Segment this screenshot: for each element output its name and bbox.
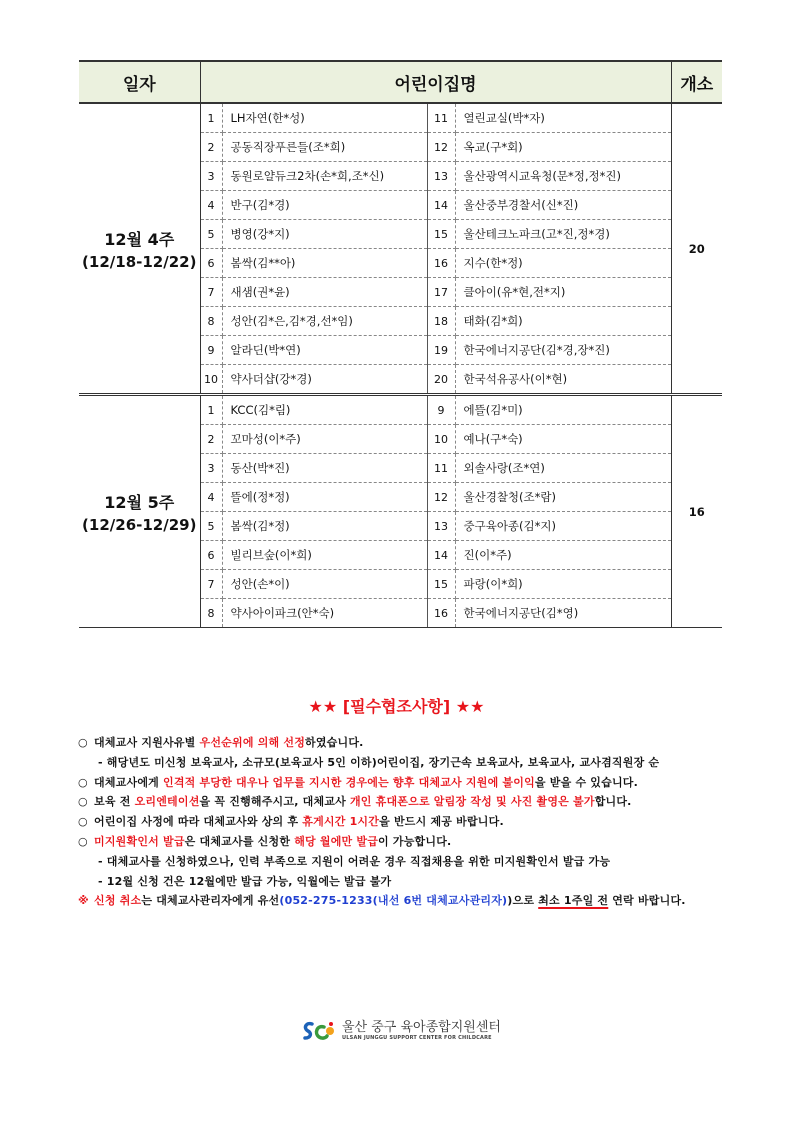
row-number: 15 — [427, 220, 455, 249]
note-text: 을 꼭 진행해주시고, 대체교사 — [199, 795, 350, 809]
daycare-name: KCC(김*림) — [222, 395, 427, 425]
phone-number: (052-275-1233(내선 6번 대체교사관리자) — [279, 894, 508, 908]
row-number: 19 — [427, 336, 455, 365]
note-highlight: 미지원확인서 발급 — [94, 834, 185, 848]
row-number: 17 — [427, 278, 455, 307]
row-number: 7 — [200, 570, 222, 599]
note-text: 은 대체교사를 신청한 — [184, 834, 295, 848]
daycare-name: 동산(박*진) — [222, 454, 427, 483]
table-header-row — [79, 61, 722, 103]
circle-bullet-icon: ○ — [78, 834, 88, 848]
daycare-name: 성안(손*이) — [222, 570, 427, 599]
daycare-name: 약사더샵(강*경) — [222, 365, 427, 395]
daycare-name: 빌리브숲(이*희) — [222, 541, 427, 570]
logo-english-text: ULSAN JUNGGU SUPPORT CENTER FOR CHILDCARE — [342, 1035, 492, 1041]
row-number: 4 — [200, 191, 222, 220]
note-highlight: 오리엔테이션 — [134, 795, 200, 809]
row-number: 12 — [427, 483, 455, 512]
daycare-name: 진(이*주) — [455, 541, 671, 570]
row-number: 11 — [427, 103, 455, 133]
row-number: 2 — [200, 425, 222, 454]
note-3 — [78, 792, 728, 812]
row-number: 14 — [427, 541, 455, 570]
daycare-name: 태화(김*희) — [455, 307, 671, 336]
header-daycare-name: 어린이집명 — [200, 61, 671, 103]
row-number: 1 — [200, 395, 222, 425]
row-number: 11 — [427, 454, 455, 483]
note-text: 하였습니다. — [305, 736, 364, 749]
header-date: 일자 — [79, 61, 200, 103]
notes-title: ★★ [필수협조사항] ★★ — [308, 697, 485, 716]
daycare-name: 뜰에(정*정) — [222, 483, 427, 512]
row-number: 12 — [427, 133, 455, 162]
row-number: 8 — [200, 307, 222, 336]
row-number: 8 — [200, 599, 222, 628]
daycare-name: 지수(한*정) — [455, 249, 671, 278]
note-underlined: 최소 1주일 전 — [538, 894, 609, 908]
daycare-name: 중구육아종(김*지) — [455, 512, 671, 541]
row-number: 5 — [200, 220, 222, 249]
daycare-name: 꼬마성(이*주) — [222, 425, 427, 454]
daycare-name: 클아이(유*현,전*지) — [455, 278, 671, 307]
daycare-name: 새샘(권*윤) — [222, 278, 427, 307]
daycare-name: 예나(구*숙) — [455, 425, 671, 454]
note-5 — [78, 832, 728, 852]
note-text: 이 가능합니다. — [378, 834, 452, 848]
week-4-group — [79, 103, 722, 395]
note-text: 합니다. — [594, 795, 632, 809]
note-5-sub-2: - 12월 신청 건은 12월에만 발급 가능, 익월에는 발급 불가 — [98, 874, 392, 888]
notes-list — [78, 733, 728, 911]
week-label: 12월 5주 — [104, 492, 175, 512]
row-number: 18 — [427, 307, 455, 336]
daycare-name: 한국석유공사(이*현) — [455, 365, 671, 395]
circle-bullet-icon: ○ — [78, 795, 88, 809]
circle-bullet-icon: ○ — [78, 736, 88, 749]
week-range: (12/18-12/22) — [82, 252, 197, 271]
note-highlight: 휴게시간 1시간 — [302, 815, 380, 829]
note-6 — [78, 891, 728, 911]
daycare-name: 외솔사랑(조*연) — [455, 454, 671, 483]
row-number: 6 — [200, 541, 222, 570]
note-text: 대체교사에게 — [94, 775, 164, 789]
daycare-name: 봄싹(김*정) — [222, 512, 427, 541]
row-number: 3 — [200, 454, 222, 483]
row-number: 16 — [427, 249, 455, 278]
note-text: 어린이집 사정에 따라 대체교사와 상의 후 — [94, 815, 303, 829]
row-number: 3 — [200, 162, 222, 191]
note-1 — [78, 733, 728, 753]
note-4 — [78, 812, 728, 832]
note-text: )으로 — [507, 894, 539, 908]
note-highlight: 인격적 부당한 대우나 업무를 지시한 경우에는 향후 대체교사 지원에 불이익 — [163, 775, 535, 789]
row-number: 15 — [427, 570, 455, 599]
note-text: 보육 전 — [94, 795, 135, 809]
circle-bullet-icon: ○ — [78, 775, 88, 789]
daycare-name: 에뜰(김*미) — [455, 395, 671, 425]
week-count: 20 — [671, 103, 722, 395]
note-5-sub-1: - 대체교사를 신청하였으나, 인력 부족으로 지원이 어려운 경우 직접채용을 위한 미지원확인서 발급 가능 — [98, 854, 611, 868]
daycare-name: 옥교(구*회) — [455, 133, 671, 162]
row-number: 9 — [200, 336, 222, 365]
row-number: 9 — [427, 395, 455, 425]
logo-korean-text: 울산 중구 육아종합지원센터 — [342, 1020, 501, 1035]
row-number: 20 — [427, 365, 455, 395]
note-highlight: 신청 취소 — [94, 894, 142, 908]
header-count: 개소 — [671, 61, 722, 103]
note-text: 을 받을 수 있습니다. — [534, 775, 638, 789]
row-number: 4 — [200, 483, 222, 512]
row-number: 14 — [427, 191, 455, 220]
row-number: 6 — [200, 249, 222, 278]
daycare-name: 울산광역시교육청(문*정,정*진) — [455, 162, 671, 191]
note-text: 는 대체교사관리자에게 유선 — [141, 894, 280, 908]
daycare-name: LH자연(한*성) — [222, 103, 427, 133]
daycare-name: 한국에너지공단(김*경,장*진) — [455, 336, 671, 365]
note-text: 연락 바랍니다. — [608, 894, 686, 908]
week-date-cell — [79, 395, 200, 628]
note-highlight: 개인 휴대폰으로 알림장 작성 및 사진 촬영은 불가 — [349, 795, 595, 809]
row-number: 5 — [200, 512, 222, 541]
note-text: 대체교사 지원사유별 — [94, 736, 200, 749]
week-range: (12/26-12/29) — [82, 515, 197, 534]
note-highlight: 해당 월에만 발급 — [294, 834, 379, 848]
daycare-name: 울산중부경찰서(신*진) — [455, 191, 671, 220]
daycare-name: 열린교실(박*자) — [455, 103, 671, 133]
note-2 — [78, 773, 728, 793]
reference-mark-icon: ※ — [78, 894, 89, 908]
daycare-name: 울산경찰청(조*람) — [455, 483, 671, 512]
daycare-name: 약사아이파크(안*숙) — [222, 599, 427, 628]
table-row — [79, 103, 722, 133]
row-number: 10 — [427, 425, 455, 454]
row-number: 16 — [427, 599, 455, 628]
daycare-name: 봄싹(김**아) — [222, 249, 427, 278]
daycare-name: 반구(김*경) — [222, 191, 427, 220]
note-highlight: 우선순위에 의해 선정 — [199, 736, 306, 749]
row-number: 10 — [200, 365, 222, 395]
row-number: 13 — [427, 512, 455, 541]
daycare-name: 공동직장푸른들(조*희) — [222, 133, 427, 162]
daycare-name: 울산테크노파크(고*진,정*경) — [455, 220, 671, 249]
row-number: 2 — [200, 133, 222, 162]
table-row — [79, 395, 722, 425]
daycare-schedule-table — [79, 60, 722, 628]
week-5-group — [79, 395, 722, 628]
note-1-sub: - 해당년도 미신청 보육교사, 소규모(보육교사 5인 이하)어린이집, 장기근속 보육교사, 보육교사, 교사겸직원장 순 — [98, 755, 660, 769]
daycare-name: 한국에너지공단(김*영) — [455, 599, 671, 628]
daycare-name: 성안(김*은,김*경,선*임) — [222, 307, 427, 336]
circle-bullet-icon: ○ — [78, 815, 88, 829]
row-number: 1 — [200, 103, 222, 133]
row-number: 13 — [427, 162, 455, 191]
daycare-name: 알라딘(박*연) — [222, 336, 427, 365]
logo-mark-icon — [302, 1020, 336, 1042]
daycare-name: 동원로얄듀크2차(손*희,조*신) — [222, 162, 427, 191]
center-logo — [302, 1020, 501, 1042]
week-count: 16 — [671, 395, 722, 628]
daycare-name: 파랑(이*희) — [455, 570, 671, 599]
note-text: 을 반드시 제공 바랍니다. — [379, 815, 504, 829]
week-date-cell — [79, 103, 200, 395]
week-label: 12월 4주 — [104, 229, 175, 249]
daycare-name: 병영(강*지) — [222, 220, 427, 249]
row-number: 7 — [200, 278, 222, 307]
